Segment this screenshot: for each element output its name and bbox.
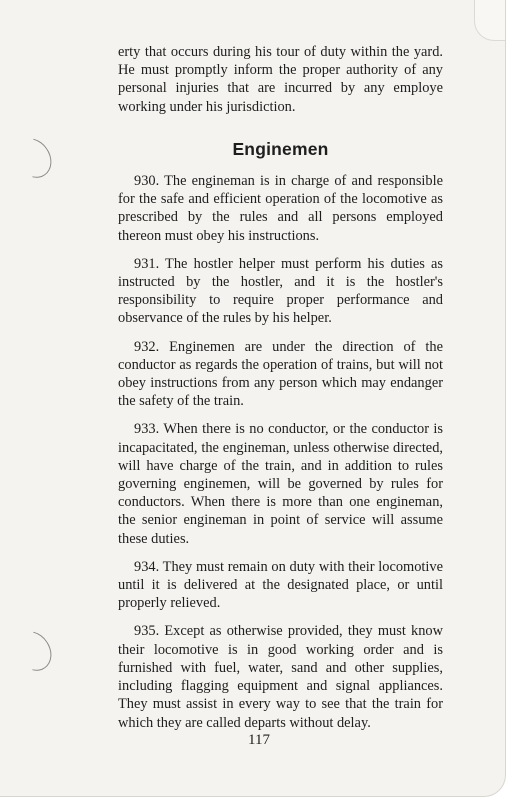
rule-933: 933. When there is no conductor, or the conductor is incapacitated, the engineman, unless otherwise directed, will have charge of the train, and in addition to rules governing enginemen, will be governed by rules for conductors. When there is more than one engineman, the senior engineman in point of service will assume these duties. — [118, 421, 443, 547]
rule-934: 934. They must remain on duty with their locomotive until it is delivered at the designated place, or until properly relieved. — [118, 558, 443, 612]
page-corner — [474, 0, 505, 41]
continuation-paragraph: erty that occurs during his tour of duty within the yard. He must promptly inform the proper authority of any personal injuries that are incurred by any employe working under his jurisdiction. — [118, 44, 443, 115]
page-number: 117 — [248, 732, 270, 748]
page-body — [118, 43, 443, 742]
rule-930: 930. The engineman is in charge of and responsible for the safe and efficient operation of the locomotive as prescribed by the rules and all persons employed thereon must obey his instructions. — [118, 173, 443, 244]
rule-931: 931. The hostler helper must perform his duties as instructed by the hostler, and it is the hostler's responsibility to require proper performance and observance of the rules by his helper. — [118, 255, 443, 327]
rule-932: 932. Enginemen are under the direction of the conductor as regards the operation of trains, but will not obey instructions from any person which may endanger the safety of the train. — [118, 338, 443, 410]
binder-hole-top — [7, 131, 59, 185]
rule-935: 935. Except as otherwise provided, they must know their locomotive is in good working order and is furnished with fuel, water, sand and other supplies, including flagging equipment and signal appliances. They must assist in every way to see that the train for which they are called departs without delay. — [118, 623, 443, 731]
binder-hole-bottom — [7, 624, 59, 678]
section-heading: Enginemen — [232, 138, 329, 159]
